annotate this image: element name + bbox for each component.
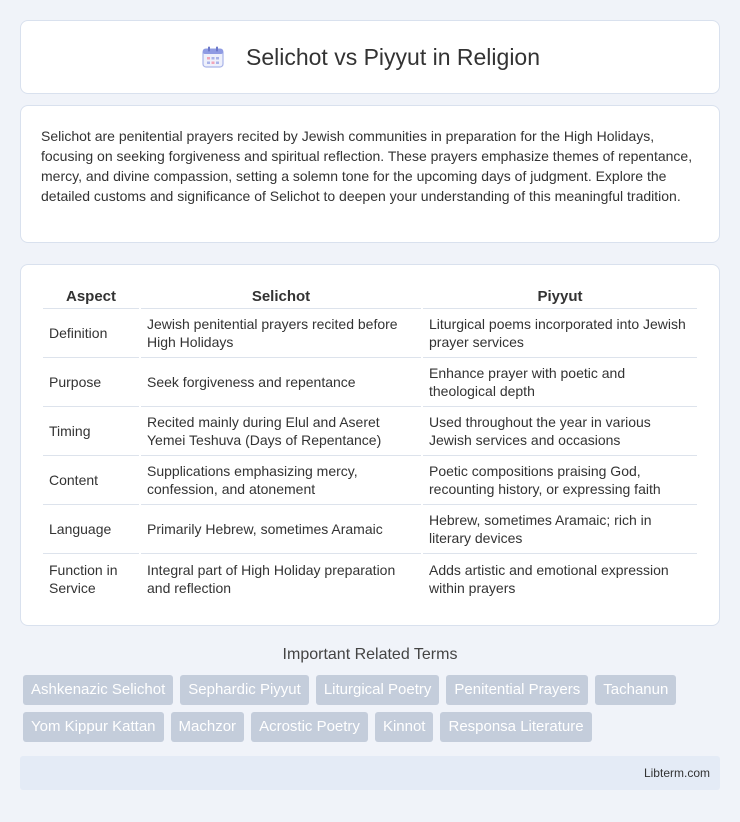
page-title: Selichot vs Piyyut in Religion xyxy=(245,43,541,70)
related-term-tag[interactable]: Sephardic Piyyut xyxy=(180,675,309,705)
row-selichot: Supplications emphasizing mercy, confession, and atonement xyxy=(141,456,421,505)
footer-site-link[interactable]: Libterm.com xyxy=(643,766,710,780)
row-selichot: Recited mainly during Elul and Aseret Yemei Teshuva (Days of Repentance) xyxy=(141,407,421,456)
footer xyxy=(20,756,720,790)
table-header-row xyxy=(43,287,697,309)
row-aspect: Definition xyxy=(43,309,139,358)
related-terms-title: Important Related Terms xyxy=(282,646,458,663)
row-aspect: Timing xyxy=(43,407,139,456)
table-row xyxy=(43,407,697,456)
row-aspect: Purpose xyxy=(43,358,139,407)
related-terms-list xyxy=(20,675,720,742)
table-row xyxy=(43,358,697,407)
table-row xyxy=(43,309,697,358)
related-term-tag[interactable]: Kinnot xyxy=(375,712,434,742)
related-term-tag[interactable]: Penitential Prayers xyxy=(446,675,588,705)
header-card xyxy=(20,20,720,94)
row-selichot: Integral part of High Holiday preparation and reflection xyxy=(147,561,396,596)
related-term-tag[interactable]: Liturgical Poetry xyxy=(316,675,440,705)
row-piyyut: Enhance prayer with poetic and theological depth xyxy=(423,358,697,407)
row-piyyut: Hebrew, sometimes Aramaic; rich in literary devices xyxy=(423,505,697,554)
related-term-tag[interactable]: Acrostic Poetry xyxy=(251,712,368,742)
row-piyyut: Adds artistic and emotional expression within prayers xyxy=(429,561,669,596)
row-selichot: Primarily Hebrew, sometimes Aramaic xyxy=(141,505,421,554)
row-piyyut: Used throughout the year in various Jewish services and occasions xyxy=(423,407,697,456)
intro-text: Selichot are penitential prayers recited by Jewish communities in preparation for the High Holidays, focusing on seeking forgiveness and spiritual reflection. These prayers emphasize themes of repentance, mercy, and divine compassion, setting a solemn tone for the upcoming days of judgment. Explore the detailed customs and significance of Selichot to deepen your understanding of this meaningful tradition. xyxy=(41,128,693,204)
header-selichot: Selichot xyxy=(141,287,421,309)
intro-card xyxy=(20,105,720,243)
related-term-tag[interactable]: Responsa Literature xyxy=(440,712,591,742)
header-aspect: Aspect xyxy=(43,287,139,309)
row-selichot: Jewish penitential prayers recited before High Holidays xyxy=(141,309,421,358)
related-term-tag[interactable]: Yom Kippur Kattan xyxy=(23,712,164,742)
related-terms-section xyxy=(20,646,720,742)
calendar-icon xyxy=(200,44,226,70)
row-aspect: Function in Service xyxy=(49,561,118,596)
related-term-tag[interactable]: Tachanun xyxy=(595,675,676,705)
comparison-card xyxy=(20,264,720,626)
row-selichot: Seek forgiveness and repentance xyxy=(141,358,421,407)
row-aspect: Content xyxy=(43,456,139,505)
related-term-tag[interactable]: Ashkenazic Selichot xyxy=(23,675,173,705)
related-term-tag[interactable]: Machzor xyxy=(171,712,245,742)
row-piyyut: Liturgical poems incorporated into Jewish prayer services xyxy=(423,309,697,358)
table-row xyxy=(43,505,697,554)
row-piyyut: Poetic compositions praising God, recounting history, or expressing faith xyxy=(423,456,697,505)
header-piyyut: Piyyut xyxy=(423,287,697,309)
table-row xyxy=(43,456,697,505)
comparison-table xyxy=(41,287,699,603)
table-row xyxy=(43,554,697,603)
row-aspect: Language xyxy=(43,505,139,554)
